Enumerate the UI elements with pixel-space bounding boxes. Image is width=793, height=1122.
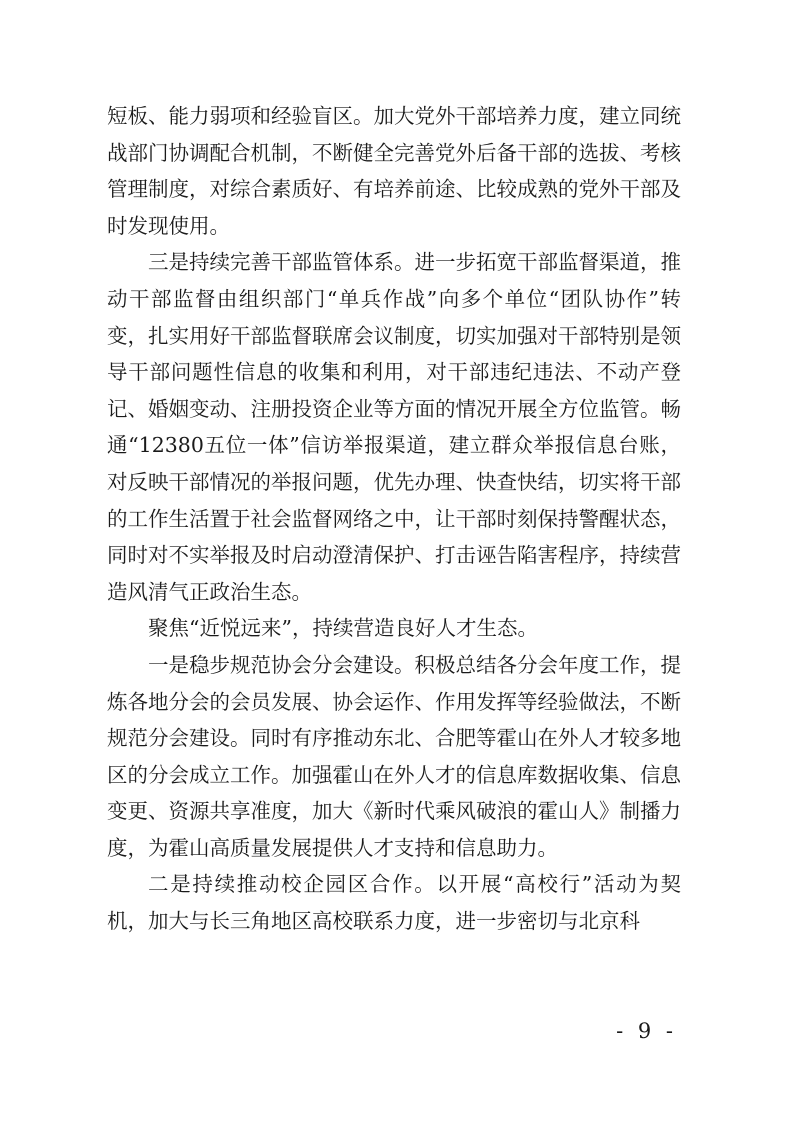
paragraph-2: 三是持续完善干部监管体系。进一步拓宽干部监督渠道，推动干部监督由组织部门“单兵作战”向多个单位“团队协作”转变，扎实用好干部监督联席会议制度，切实加强对干部特别是领导干部问题性信息的收集和利用，对干部违纪违法、不动产登记、婚姻变动、注册投资企业等方面的情况开展全方位监管。畅通“12380五位一体”信访举报渠道，建立群众举报信息台账，对反映干部情况的举报问题，优先办理、快查快结，切实将干部的工作生活置于社会监督网络之中，让干部时刻保持警醒状态，同时对不实举报及时启动澄清保护、打击诬告陷害程序，持续营造风清气正政治生态。	[107, 250, 681, 604]
paragraph-4: 一是稳步规范协会分会建设。积极总结各分会年度工作，提炼各地分会的会员发展、协会运作、作用发挥等经验做法，不断规范分会建设。同时有序推动东北、合肥等霍山在外人才较多地区的分会成立工作。加强霍山在外人才的信息库数据收集、信息变更、资源共享准度，加大《新时代乘风破浪的霍山人》制播力度，为霍山高质量发展提供人才支持和信息助力。	[107, 652, 681, 860]
paragraph-1: 短板、能力弱项和经验盲区。加大党外干部培养力度，建立同统战部门协调配合机制，不断健全完善党外后备干部的选拔、考核管理制度，对综合素质好、有培养前途、比较成熟的党外干部及时发现使用。	[107, 104, 681, 238]
page-number: - 9 -	[616, 1019, 677, 1043]
paragraph-5: 二是持续推动校企园区合作。以开展“高校行”活动为契机，加大与长三角地区高校联系力度，进一步密切与北京科	[107, 872, 681, 934]
paragraph-3-heading: 聚焦“近悦远来”，持续营造良好人才生态。	[148, 616, 538, 641]
document-body	[107, 98, 681, 940]
